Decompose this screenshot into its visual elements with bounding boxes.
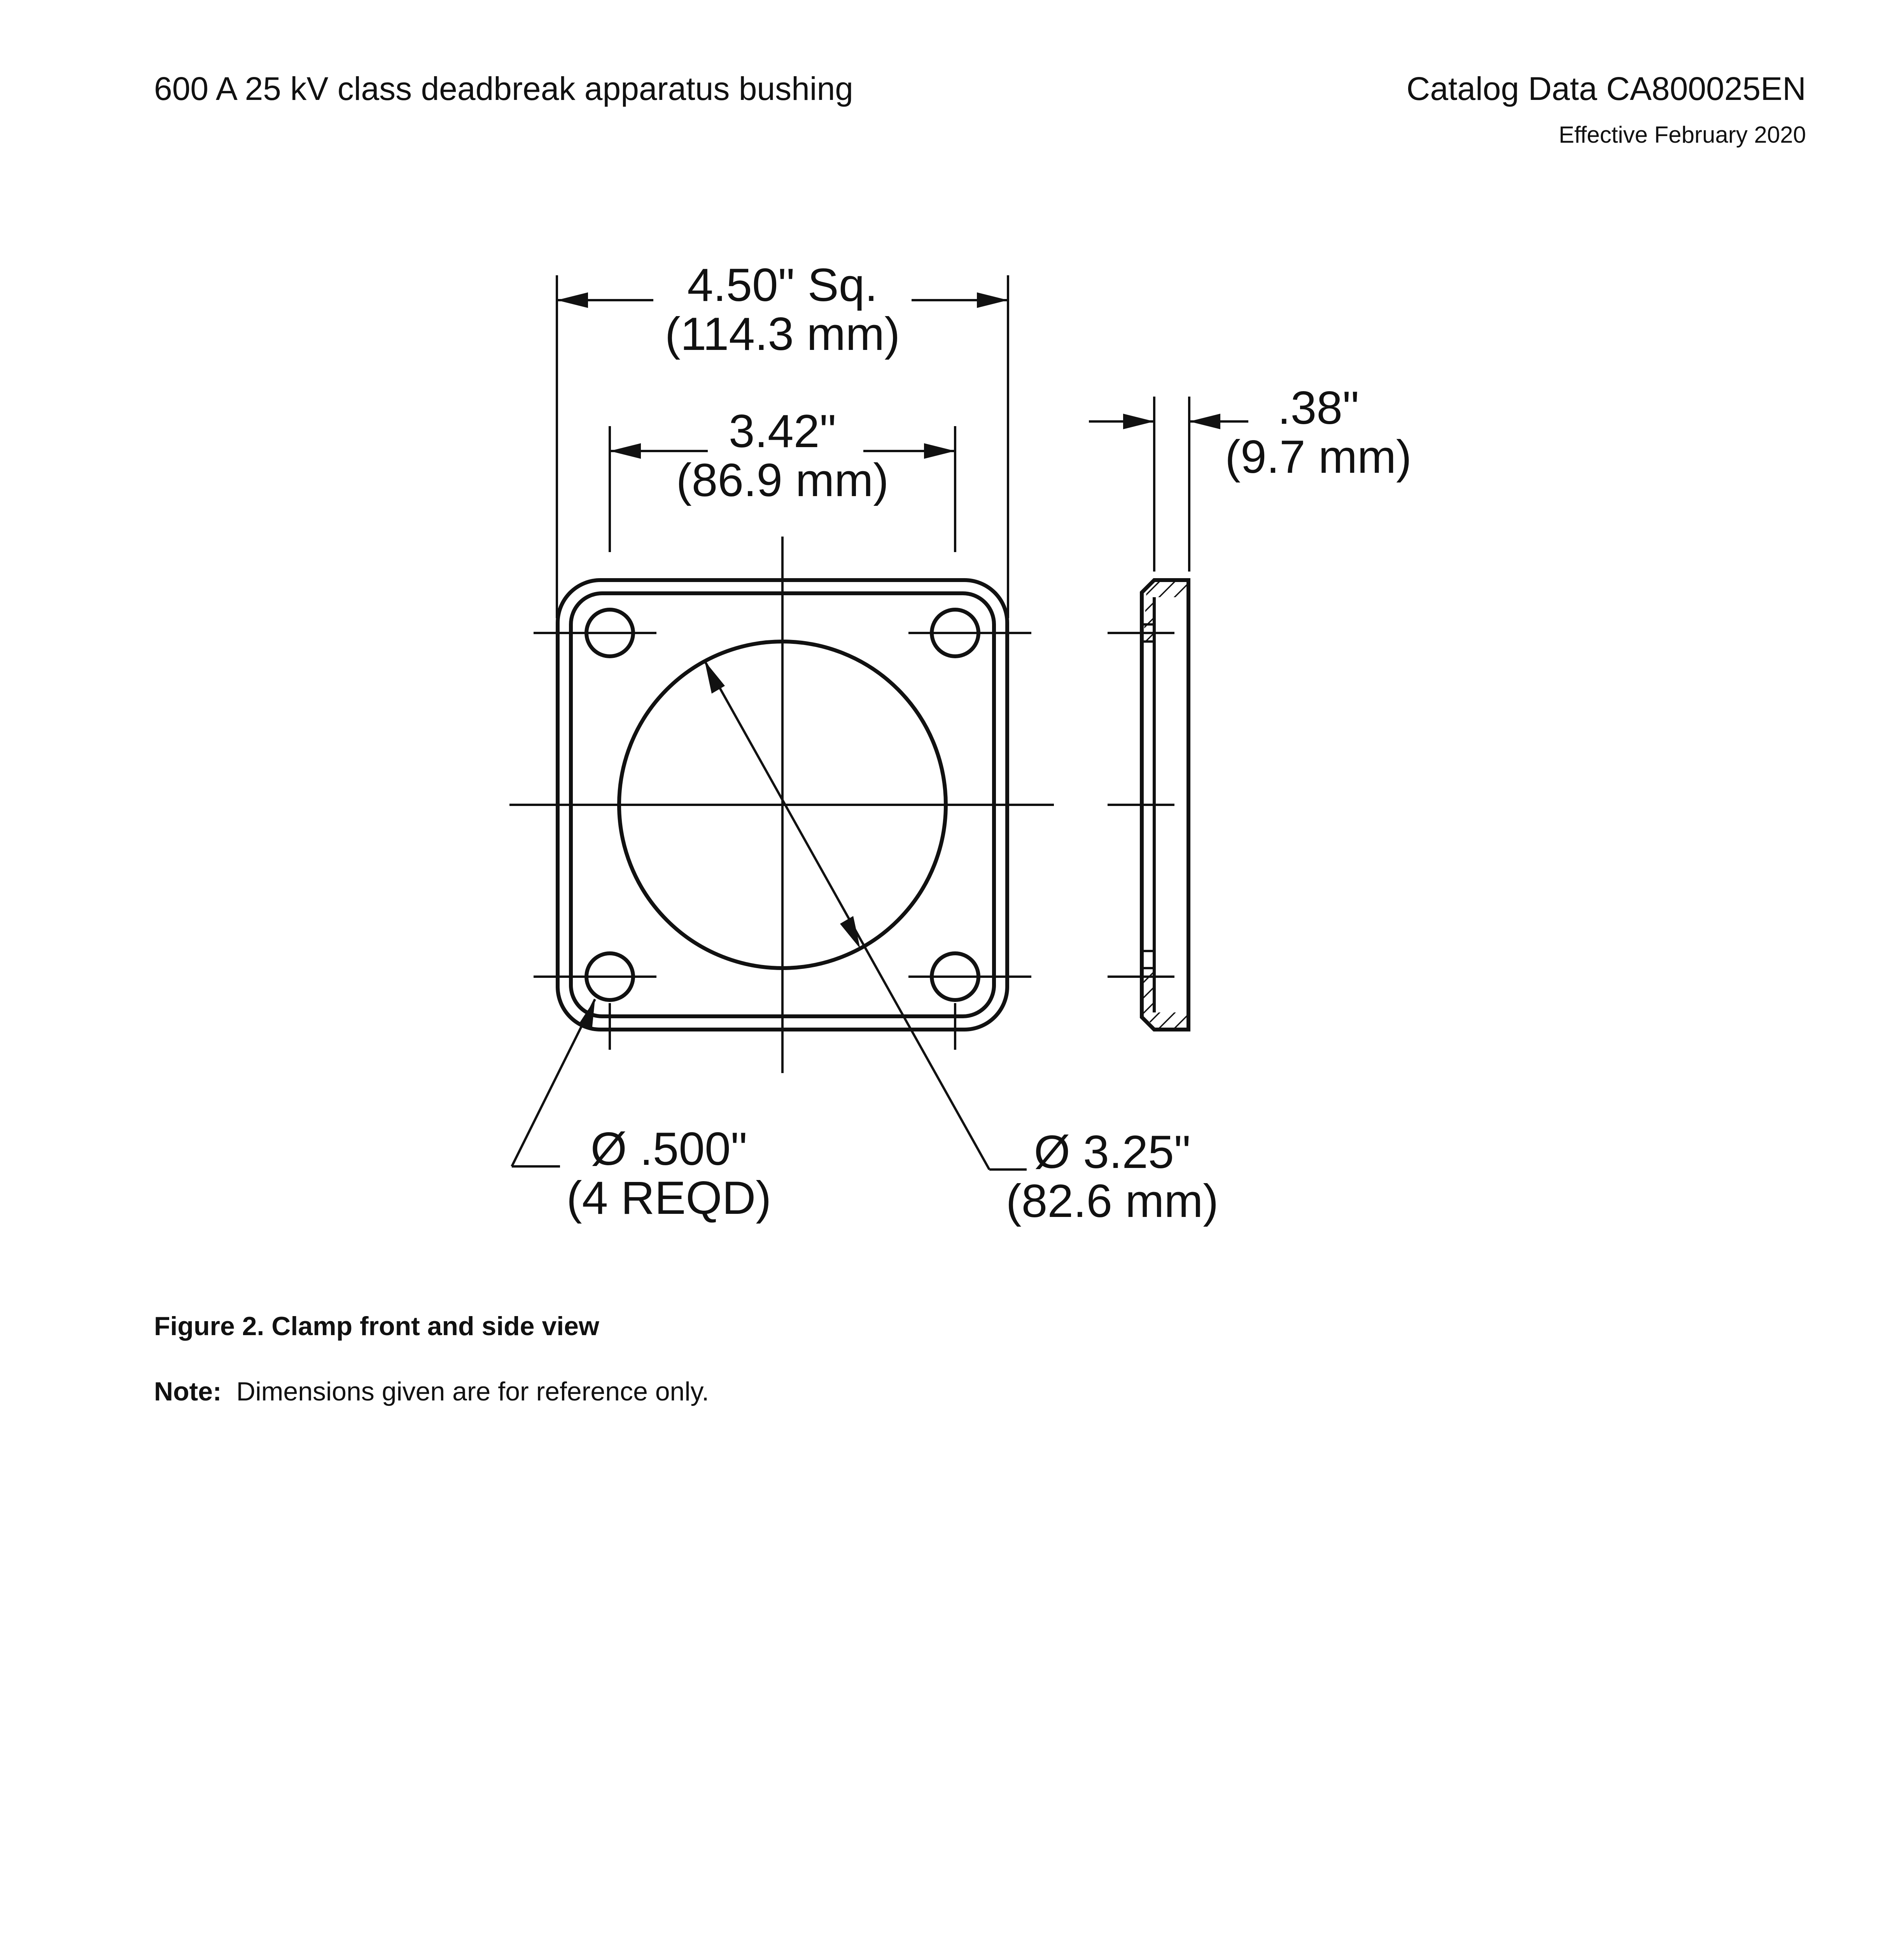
effective-date: Effective February 2020 (1559, 122, 1806, 148)
dim-bore-in: Ø 3.25" (1034, 1126, 1191, 1178)
figure-note (154, 1376, 709, 1407)
document-title: 600 A 25 kV class deadbreak apparatus bushing (154, 70, 853, 107)
dim-hole-in: Ø .500" (590, 1123, 747, 1175)
note-label: Note: (154, 1377, 222, 1406)
note-text: Dimensions given are for reference only. (236, 1377, 709, 1406)
leader-bore (705, 661, 1027, 1170)
dim-overall-in: 4.50" Sq. (687, 259, 878, 311)
dim-overall-mm: (114.3 mm) (665, 308, 900, 360)
dim-bolt-arrow-left (610, 443, 641, 459)
dim-bore-mm: (82.6 mm) (1006, 1175, 1219, 1227)
dim-bolt-in: 3.42" (728, 405, 836, 457)
dim-bolt-arrow-right (924, 443, 955, 459)
dim-thick-arrow-left (1123, 414, 1154, 429)
dim-thick-in: .38" (1278, 382, 1359, 434)
dim-overall-arrow-left (557, 292, 588, 308)
catalog-prefix: Catalog Data (1406, 70, 1597, 107)
bore-arrow-top (705, 661, 725, 694)
dim-overall-arrow-right (977, 292, 1008, 308)
dim-bolt-mm: (86.9 mm) (676, 454, 889, 506)
figure-caption: Figure 2. Clamp front and side view (154, 1311, 599, 1341)
catalog-number: CA800025EN (1606, 70, 1806, 107)
front-view (509, 537, 1054, 1073)
dim-thick-arrow-right (1189, 414, 1220, 429)
dim-hole-qty: (4 REQD) (566, 1172, 772, 1224)
dimension-thickness (1089, 397, 1248, 572)
dim-thick-mm: (9.7 mm) (1225, 431, 1412, 483)
